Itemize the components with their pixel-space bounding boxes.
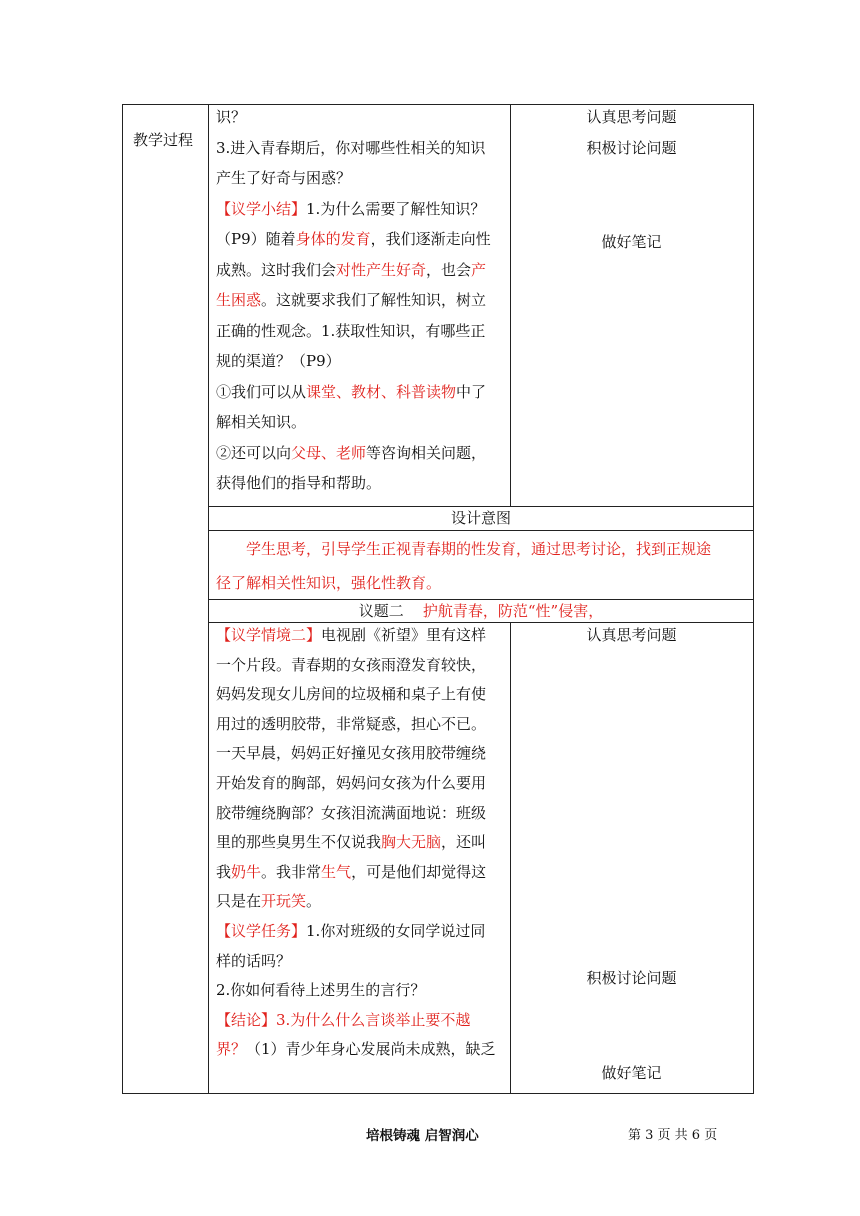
body-text: （P9）随着 (216, 230, 296, 248)
highlight-text: 产 (471, 260, 487, 279)
text-line (216, 321, 485, 341)
body-text: ②还可以向 (216, 443, 292, 462)
activity-discuss-top: 积极讨论问题 (586, 139, 677, 157)
text-line (216, 684, 486, 704)
text-line (216, 229, 491, 249)
highlight-text: 生困惑 (216, 291, 262, 309)
body-text: 。 (306, 892, 322, 911)
highlight-text: 课堂、教材、科普读物 (306, 382, 457, 401)
body-text: 样的话吗？ (216, 951, 292, 970)
body-text: 我 (216, 862, 232, 881)
body-text: 电视剧《祈望》里有这样 (321, 626, 487, 644)
section-label: 教学过程 (133, 131, 194, 149)
activity-notes-bottom: 做好笔记 (601, 1064, 662, 1082)
design-intent-line-1: 学生思考，引导学生正视青春期的性发育，通过思考讨论，找到正规途 (246, 540, 712, 558)
body-text: 只是在 (216, 892, 262, 911)
activity-discuss-bottom: 积极讨论问题 (586, 969, 677, 987)
text-line (216, 862, 486, 882)
text-line (216, 951, 291, 971)
body-text: 一天早晨，妈妈正好撞见女孩用胶带缠绕 (216, 744, 487, 763)
text-line (216, 107, 246, 127)
text-line (216, 199, 485, 219)
row-divider-design-heading (208, 506, 754, 507)
footer-motto: 培根铸魂 启智润心 (366, 1128, 479, 1144)
body-text: ，我们逐渐走向性 (370, 230, 491, 248)
highlight-text: 对性产生好奇 (336, 260, 427, 279)
text-line (216, 625, 486, 645)
table-top-border (122, 104, 754, 105)
body-text: 2.你如何看待上述男生的言行？ (216, 981, 426, 1000)
highlight-text: 【议学情境二】 (216, 626, 322, 644)
highlight-text: 胸大无脑 (381, 833, 442, 852)
row-divider-topic-heading (208, 599, 754, 600)
text-line (216, 921, 485, 941)
text-line (216, 473, 381, 493)
body-text: ①我们可以从 (216, 382, 307, 401)
body-text: ，可是他们却觉得这 (351, 862, 487, 881)
text-line (216, 980, 425, 1000)
body-text: 3.进入青春期后，你对哪些性相关的知识 (216, 138, 486, 157)
text-line (216, 773, 486, 793)
body-text: 正确的性观念。1.获取性知识，有哪些正 (216, 321, 486, 340)
highlight-text: 【议学任务】 (216, 922, 307, 940)
text-line (216, 1010, 470, 1030)
text-line (216, 351, 341, 371)
body-text: 等咨询相关问题， (366, 443, 487, 462)
text-line (216, 714, 486, 734)
highlight-text: 【议学小结】 (216, 199, 307, 218)
text-line (216, 290, 486, 310)
text-line (216, 443, 486, 463)
highlight-text: 【结论】3.为什么什么言谈举止要不越 (216, 1010, 471, 1029)
body-text: 一个片段。青春期的女孩雨澄发育较快， (216, 655, 487, 674)
text-line (216, 412, 306, 432)
body-text: 识？ (216, 108, 247, 126)
text-line (216, 138, 485, 158)
text-line (216, 168, 351, 188)
activity-think-bottom: 认真思考问题 (586, 626, 677, 644)
body-text: 。我非常 (261, 862, 322, 881)
body-text: 解相关知识。 (216, 413, 307, 431)
text-line (216, 743, 486, 763)
top-content-divider (510, 104, 511, 507)
body-text: 产生了好奇与困惑？ (216, 169, 352, 187)
body-text: ，也会 (426, 260, 472, 279)
topic-2-heading (208, 601, 754, 621)
highlight-text: 奶牛 (231, 862, 262, 881)
body-text: 胶带缠绕胸部？女孩泪流满面地说：班级 (216, 803, 487, 822)
text-line (216, 891, 321, 911)
row-divider-design-body (208, 530, 754, 531)
design-intent-heading: 设计意图 (450, 509, 511, 527)
bottom-content-divider (510, 622, 511, 1094)
highlight-text: 开玩笑 (261, 892, 307, 911)
body-text: （1）青少年身心发展尚未成熟，缺乏 (246, 1040, 496, 1059)
table-bottom-border (122, 1093, 754, 1094)
text-line (216, 832, 486, 852)
topic-2-prefix: 议题二 (358, 602, 404, 620)
text-line (216, 655, 486, 675)
highlight-text: 界？ (216, 1040, 247, 1059)
body-text: 获得他们的指导和帮助。 (216, 474, 382, 492)
highlight-text: 父母、老师 (291, 443, 367, 462)
text-line (216, 382, 486, 402)
body-text: 。这就要求我们了解性知识，树立 (261, 291, 487, 309)
text-line (216, 1039, 496, 1059)
body-text: 开始发育的胸部，妈妈问女孩为什么要用 (216, 774, 487, 792)
body-text: 妈妈发现女儿房间的垃圾桶和桌子上有使 (216, 685, 487, 704)
row-divider-topic-body (208, 622, 754, 623)
design-intent-line-2: 径了解相关性知识，强化性教育。 (216, 574, 442, 592)
text-line (216, 803, 486, 823)
highlight-text: 生气 (321, 862, 352, 881)
highlight-text: 身体的发育 (295, 230, 371, 248)
text-line (216, 260, 486, 280)
activity-notes-top: 做好笔记 (601, 233, 662, 251)
body-text: ，还叫 (441, 833, 487, 852)
body-text: 规的渠道？（P9） (216, 352, 341, 370)
body-text: 1.为什么需要了解性知识？ (306, 199, 486, 218)
body-text: 1.你对班级的女同学说过同 (306, 922, 486, 940)
body-text: 里的那些臭男生不仅说我 (216, 833, 382, 852)
body-text: 成熟。这时我们会 (216, 260, 337, 279)
topic-2-title: 护航青春，防范“性”侵害， (422, 602, 604, 620)
activity-think-top: 认真思考问题 (586, 108, 677, 126)
body-text: 用过的透明胶带，非常疑惑，担心不已。 (216, 714, 487, 733)
table-left-border (122, 104, 123, 1094)
body-text: 中了 (456, 382, 487, 401)
footer-page-number: 第 3 页 共 6 页 (628, 1128, 718, 1143)
